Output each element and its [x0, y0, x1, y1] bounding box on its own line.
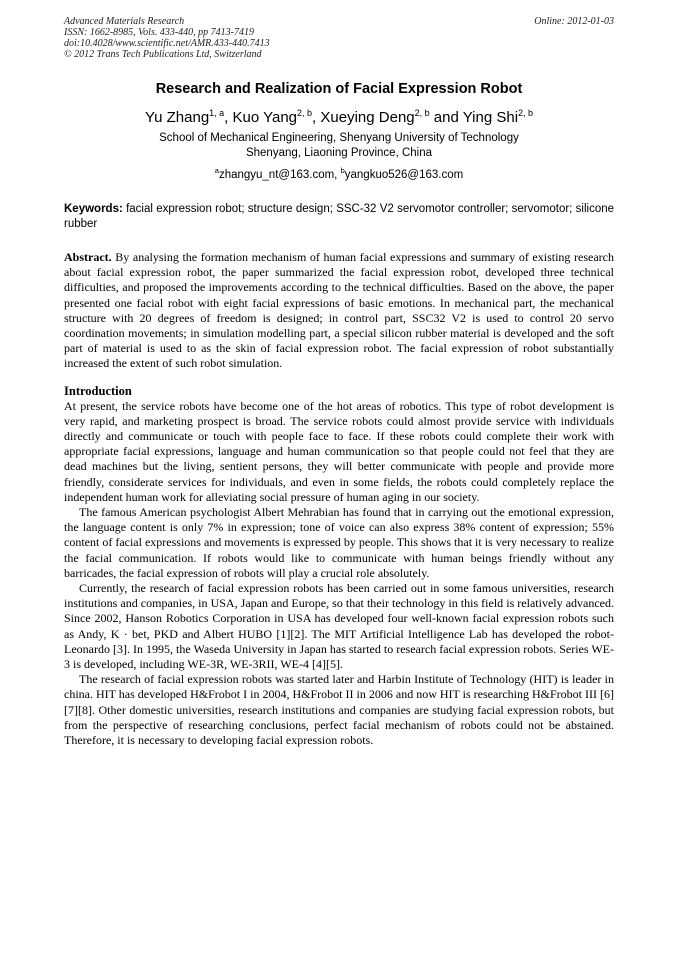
- abstract-text: By analysing the formation mechanism of human facial expressions and summary of existing research about facial expression robot, the paper summarized the facial expression robot, developed three technical difficulties, and proposed the improvements according to the technical difficulties. Based on the above, the paper presented one facial robot with eight facial expressions of basic emotions. In mechanical part, the mechanical structure with 20 degrees of freedom is designed; in control part, SSC32 V2 is used to control 20 servo coordination movements; in simulation modelling part, a special silicon rubber material is developed and the soft part of material is used to as the skin of facial expression robot. The facial expression of robot substantially increased the extent of such robot simulation.: [64, 250, 614, 371]
- abstract-block: [64, 250, 614, 372]
- author-separator: ,: [312, 109, 321, 126]
- author-affiliation-mark: 2, b: [414, 108, 430, 118]
- email-address[interactable]: yangkuo526@163.com: [344, 169, 464, 181]
- body-paragraph: The famous American psychologist Albert Mehrabian has found that in carrying out the emotional expression, the language content is only 7% in expression; tone of voice can also express 38% content of expression; 55% content of facial expressions and movements is expressed by people. This shows that it is very necessary to realize the facial communication. If robots would like to communicate with human beings friendly without any barricades, the facial expression of robots will play a crucial role absolutely.: [64, 505, 614, 580]
- introduction-heading: Introduction: [64, 383, 132, 398]
- copyright-line: © 2012 Trans Tech Publications Ltd, Switzerland: [64, 49, 262, 60]
- email-mark: a: [214, 166, 219, 175]
- journal-header: [64, 16, 614, 60]
- affiliation: [64, 131, 614, 161]
- author-affiliation-mark: 2, b: [297, 108, 313, 118]
- doi-line: doi:10.4028/www.scientific.net/AMR.433-440.7413: [64, 38, 270, 49]
- paper-title: Research and Realization of Facial Expression Robot: [155, 81, 523, 97]
- author-name: Ying Shi: [462, 109, 519, 126]
- abstract-label: Abstract.: [64, 250, 112, 264]
- email-mark: b: [340, 166, 345, 175]
- email-address[interactable]: zhangyu_nt@163.com,: [218, 169, 338, 181]
- author-emails: [64, 168, 614, 183]
- body-paragraph: At present, the service robots have become one of the hot areas of robotics. This type of robot development is very rapid, and marketing prospect is broad. The service robots could almost provide service with individuals directly and communicate or touch with people face to face. If these robots could complete their work with appropriate facial expressions, language and human communication so that people could not feel that they are dead machines but the living, sentient persons, they will better communicate with people and provide more friendly, considerate services for individuals, and even in some fields, the robots could completely replace the independent human work for alleviating social pressure of human aging in our society.: [64, 398, 614, 504]
- author-separator: and: [429, 109, 463, 126]
- author-name: Yu Zhang: [144, 109, 210, 126]
- keywords-label: Keywords:: [64, 203, 123, 215]
- body-paragraph: The research of facial expression robots was started later and Harbin Institute of Technology (HIT) is leader in china. HIT has developed H&Frobot I in 2004, H&Frobot II in 2006 and now HIT is researching H&Frobot III [6][7][8]. Other domestic universities, research institutions and companies are studying facial expression robots, but from the perspective of researching conclusions, perfect facial mechanism of robots could not be abstained. Therefore, it is necessary to developing facial expression robots.: [64, 672, 614, 748]
- affiliation-line: Shenyang, Liaoning Province, China: [245, 147, 433, 159]
- affiliation-line: School of Mechanical Engineering, Shenyang University of Technology: [159, 132, 519, 144]
- issn-line: ISSN: 1662-8985, Vols. 433-440, pp 7413-7419: [64, 27, 254, 38]
- keywords-block: [64, 202, 614, 232]
- author-affiliation-mark: 2, b: [518, 108, 534, 118]
- author-list: [64, 108, 614, 128]
- keywords-text: facial expression robot; structure design; SSC-32 V2 servomotor controller; servomotor; silicone rubber: [64, 203, 615, 230]
- body-paragraph: Currently, the research of facial expression robots has been carried out in some famous universities, research institutions and companies, in USA, Japan and Europe, so that their technology in this field is relatively advanced. Since 2002, Hanson Robotics Corporation in USA has developed four well-known facial expression robots such as Andy, K · bet, PKD and Albert HUBO [1][2]. The MIT Artificial Intelligence Lab has developed the robot-Leonardo [3]. In 1995, the Waseda University in Japan has started to research facial expression robots. Series WE-3 is developed, including WE-3R, WE-3RII, WE-4 [4][5].: [64, 581, 614, 672]
- online-date: Online: 2012-01-03: [534, 16, 614, 27]
- author-name: Kuo Yang: [232, 109, 298, 126]
- author-separator: ,: [224, 109, 233, 126]
- journal-name: Advanced Materials Research: [64, 16, 185, 27]
- author-name: Xueying Deng: [320, 109, 415, 126]
- author-affiliation-mark: 1, a: [209, 108, 225, 118]
